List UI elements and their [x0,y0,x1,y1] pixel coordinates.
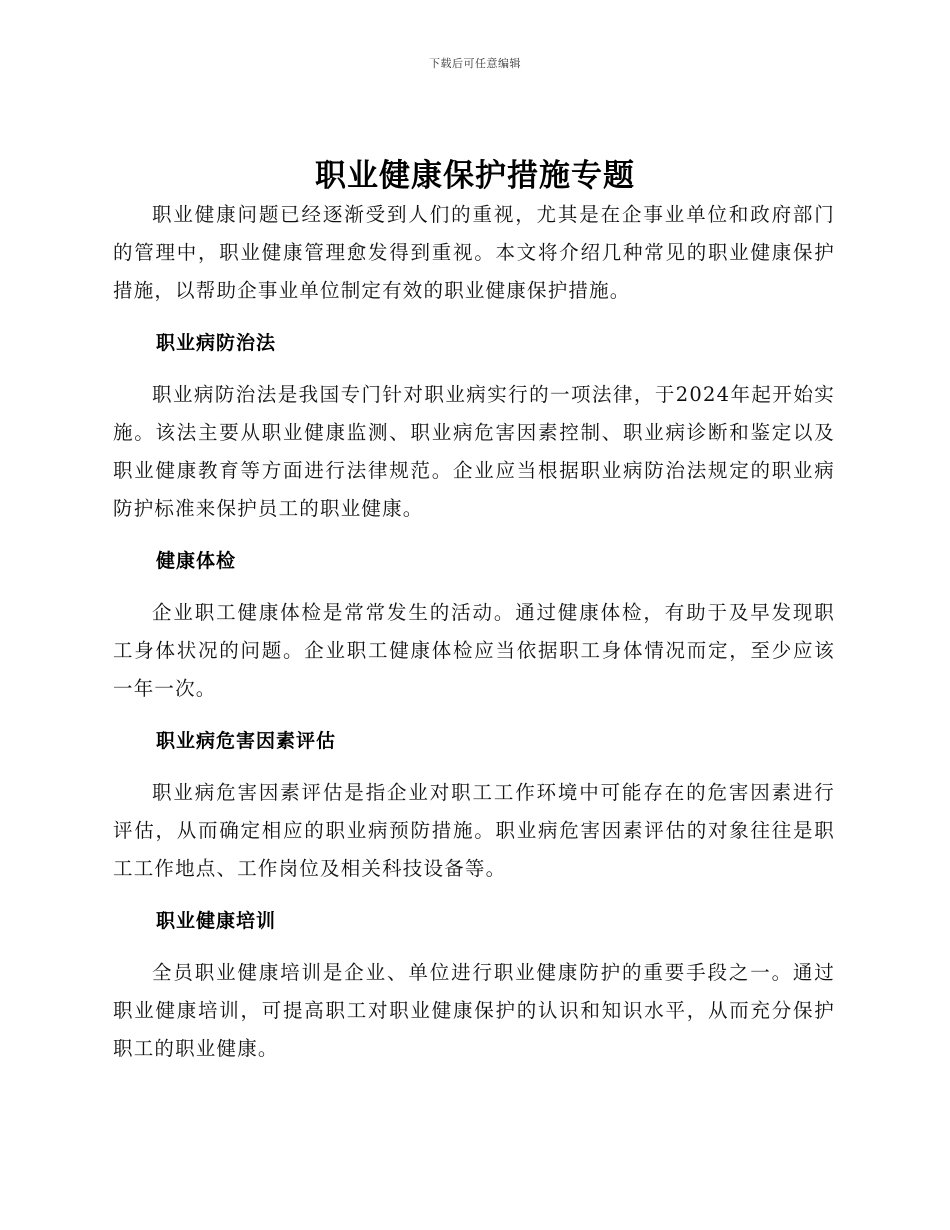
document-title: 职业健康保护措施专题 [315,158,635,194]
section-paragraph: 职业病防治法是我国专门针对职业病实行的一项法律，于2024年起开始实施。该法主要从职业健康监测、职业病危害因素控制、职业病诊断和鉴定以及职业健康教育等方面进行法律规范。企业应当根据职业病防治法规定的职业病防护标准来保护员工的职业健康。 [113,383,835,520]
intro-paragraph: 职业健康问题已经逐渐受到人们的重视，尤其是在企事业单位和政府部门的管理中，职业健康管理愈发得到重视。本文将介绍几种常见的职业健康保护措施，以帮助企事业单位制定有效的职业健康保护措施。 [113,203,835,302]
section-heading: 职业病危害因素评估 [156,730,337,752]
section-occupational-disease-law [113,324,835,528]
section-heading: 健康体检 [156,550,237,572]
section-paragraph: 职业病危害因素评估是指企业对职工工作环境中可能存在的危害因素进行评估，从而确定相应的职业病预防措施。职业病危害因素评估的对象往往是职工工作地点、工作岗位及相关科技设备等。 [113,781,835,880]
section-paragraph: 企业职工健康体检是常常发生的活动。通过健康体检，有助于及早发现职工身体状况的问题。企业职工健康体检应当依据职工身体情况而定，至少应该一年一次。 [113,601,835,700]
section-health-training [113,902,835,1068]
section-hazard-assessment [113,722,835,888]
section-health-checkup [113,542,835,708]
section-paragraph: 全员职业健康培训是企业、单位进行职业健康防护的重要手段之一。通过职业健康培训，可提高职工对职业健康保护的认识和知识水平，从而充分保护职工的职业健康。 [113,961,835,1060]
header-note: 下载后可任意编辑 [429,57,521,70]
section-heading: 职业病防治法 [156,332,277,354]
document-body [113,196,835,1068]
section-heading: 职业健康培训 [156,910,277,932]
